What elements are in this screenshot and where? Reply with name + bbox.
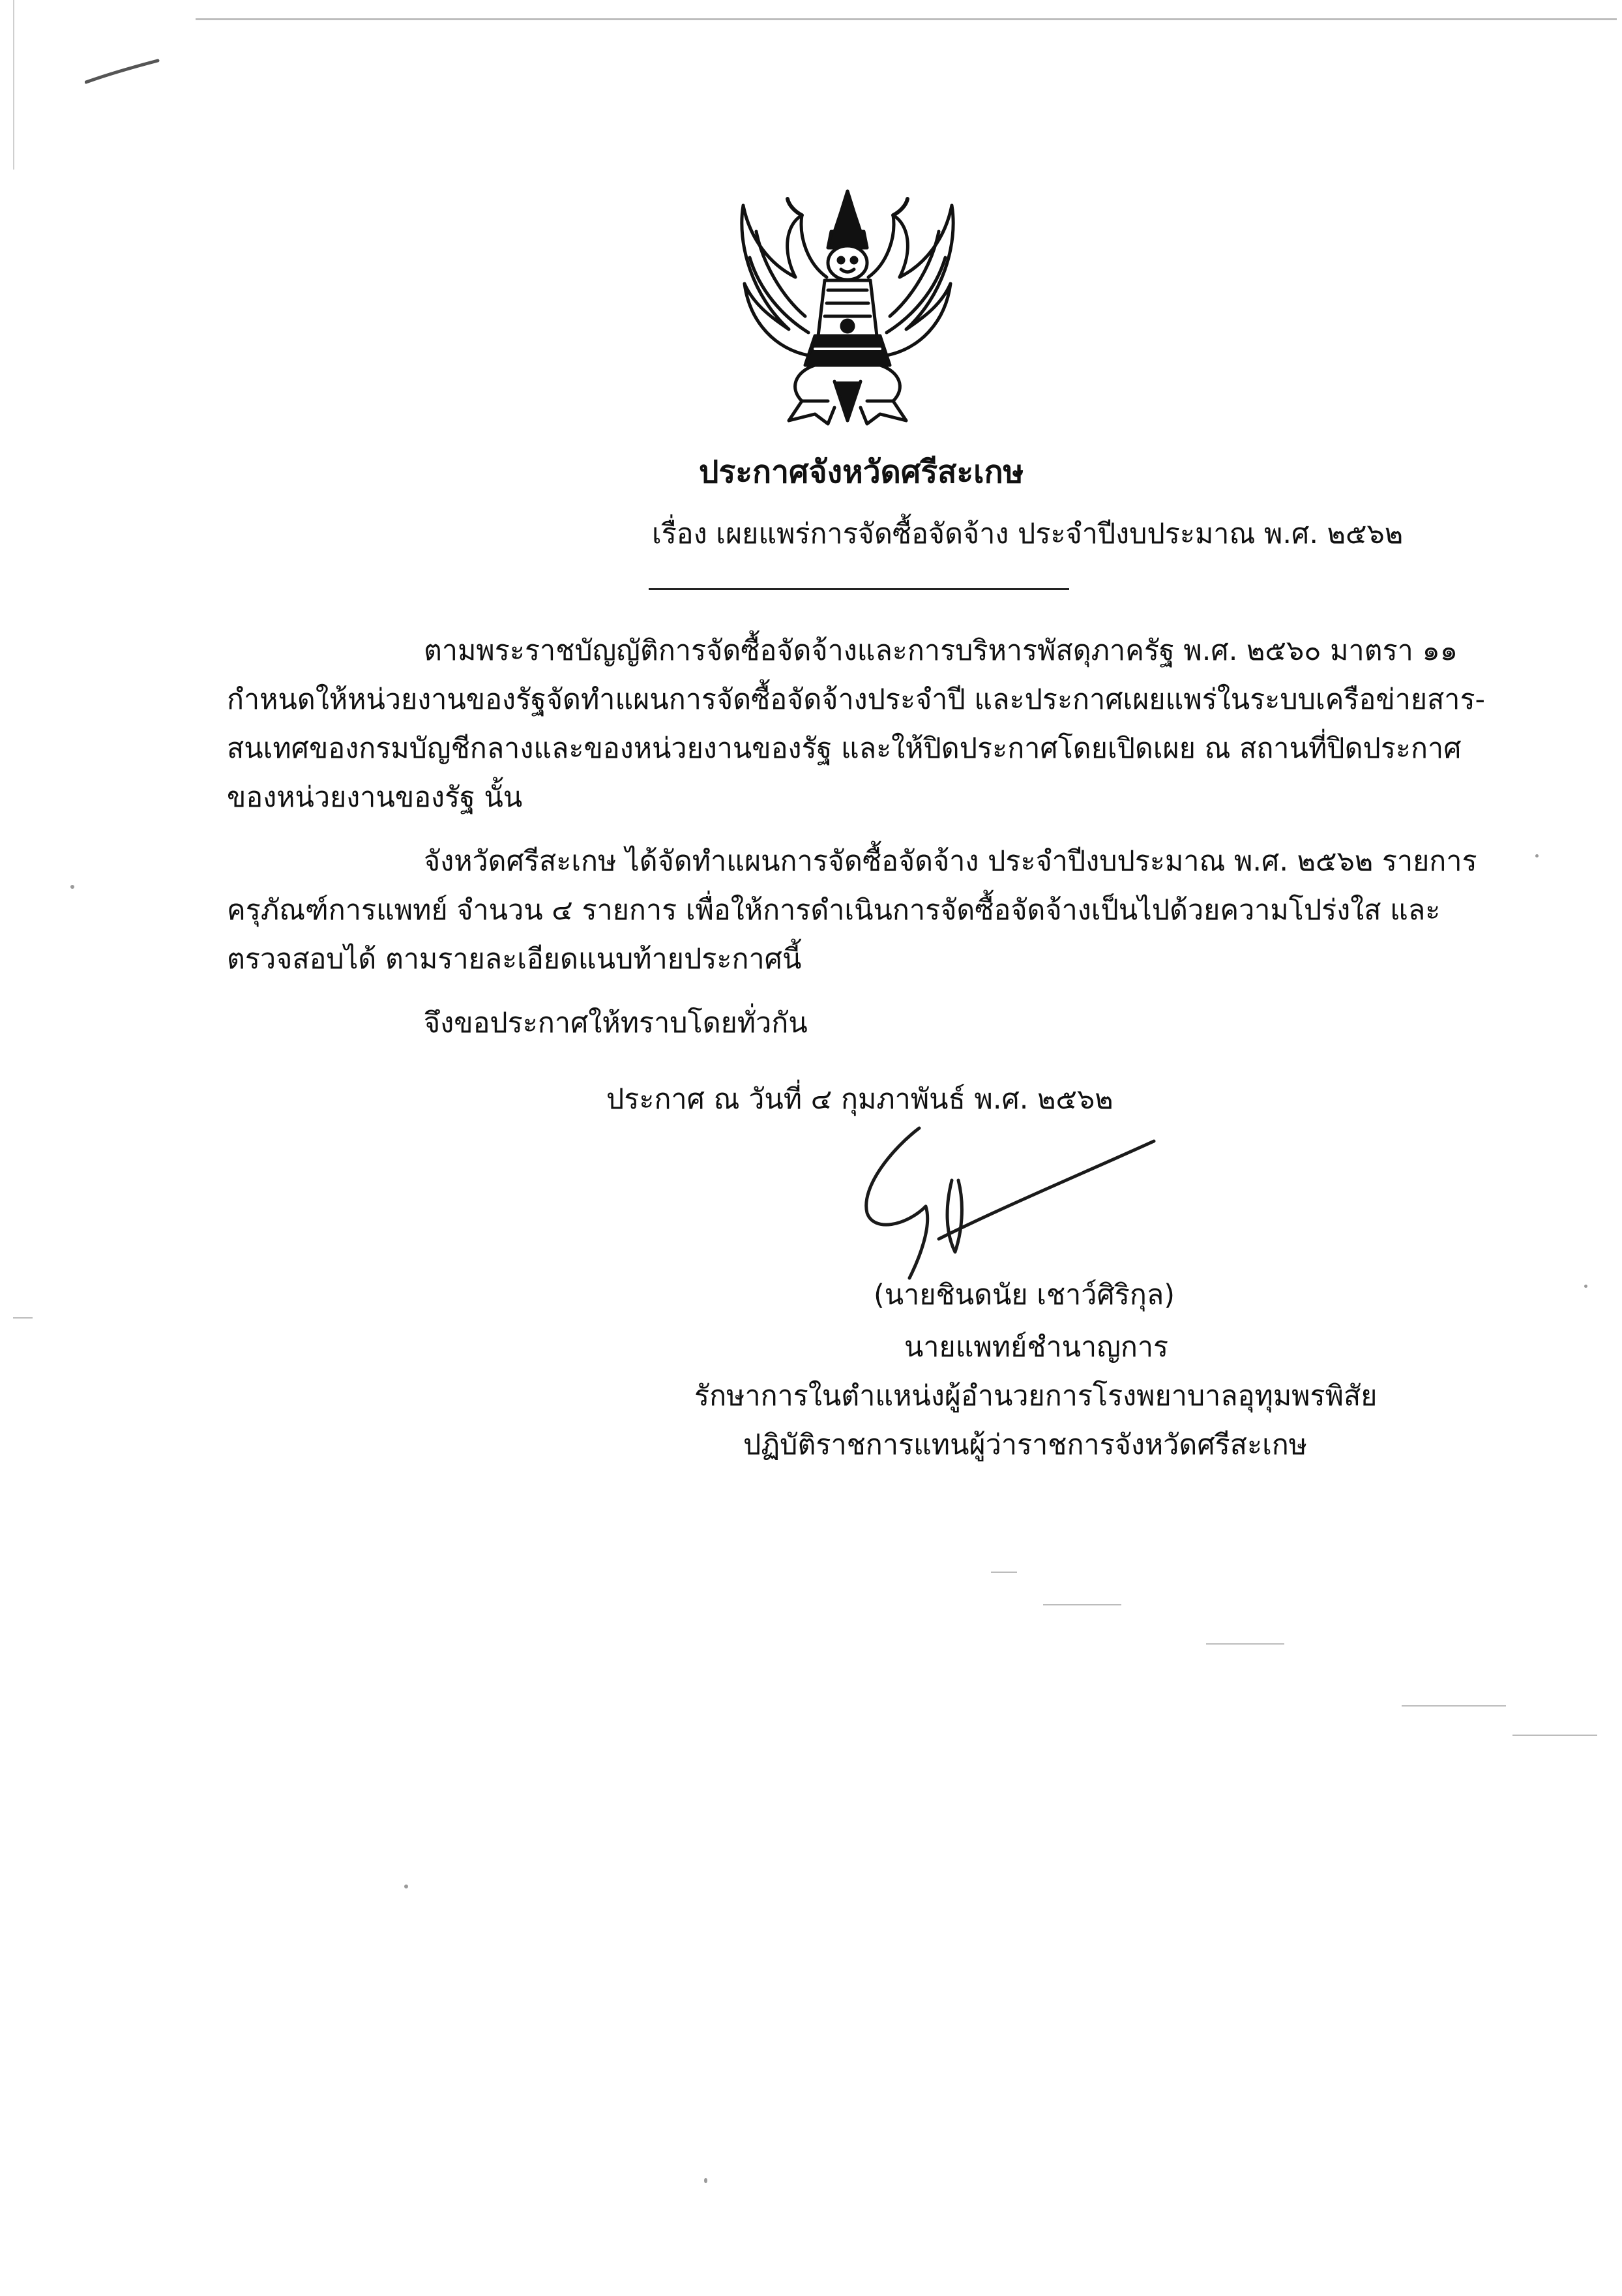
handwritten-signature (848, 1102, 1187, 1291)
paragraph-2-line-2: ครุภัณฑ์การแพทย์ จำนวน ๔ รายการ เพื่อให้การดำเนินการจัดซื้อจัดจ้างเป็นไปด้วยความโปร่งใส และ (227, 894, 1441, 927)
scan-speck (1584, 1285, 1587, 1288)
scan-streak (1512, 1735, 1597, 1736)
scan-streak (13, 1317, 33, 1319)
scan-streak (1206, 1643, 1284, 1645)
paragraph-1-line-4: ของหน่วยงานของรัฐ นั้น (227, 781, 523, 814)
paragraph-2-line-1: จังหวัดศรีสะเกษ ได้จัดทำแผนการจัดซื้อจัดจ้าง ประจำปีงบประมาณ พ.ศ. ๒๕๖๒ รายการ (424, 845, 1477, 878)
scan-speck (1535, 854, 1539, 857)
scan-speck (704, 2178, 707, 2183)
closing-statement: จึงขอประกาศให้ทราบโดยทั่วกัน (424, 1007, 808, 1039)
paragraph-1-line-1: ตามพระราชบัญญัติการจัดซื้อจัดจ้างและการบริหารพัสดุภาครัฐ พ.ศ. ๒๕๖๐ มาตรา ๑๑ (424, 634, 1458, 667)
scan-streak (1043, 1604, 1121, 1605)
scan-edge-top (196, 18, 1617, 20)
garuda-emblem-icon (737, 186, 958, 427)
paragraph-1-line-2: กำหนดให้หน่วยงานของรัฐจัดทำแผนการจัดซื้อจัดจ้างประจำปี และประกาศเผยแพร่ในระบบเครือข่ายสาร- (227, 683, 1486, 716)
announcement-subject: เรื่อง เผยแพร่การจัดซื้อจัดจ้าง ประจำปีงบประมาณ พ.ศ. ๒๕๖๒ (652, 518, 1404, 550)
signatory-name: (นายชินดนัย เชาว์ศิริกุล) (874, 1279, 1175, 1311)
pen-mark-icon (85, 59, 160, 85)
title-divider (649, 588, 1069, 590)
signatory-on-behalf: ปฏิบัติราชการแทนผู้ว่าราชการจังหวัดศรีสะเกษ (743, 1429, 1308, 1461)
paragraph-2-line-3: ตรวจสอบได้ ตามรายละเอียดแนบท้ายประกาศนี้ (227, 943, 802, 976)
scan-speck (70, 885, 74, 889)
scan-streak (991, 1572, 1017, 1573)
scan-edge-left (13, 0, 14, 170)
scan-streak (1402, 1705, 1506, 1707)
announcement-date: ประกาศ ณ วันที่ ๔ กุมภาพันธ์ พ.ศ. ๒๕๖๒ (606, 1083, 1113, 1116)
signatory-position: นายแพทย์ชำนาญการ (904, 1331, 1169, 1364)
paragraph-1-line-3: สนเทศของกรมบัญชีกลางและของหน่วยงานของรัฐ และให้ปิดประกาศโดยเปิดเผย ณ สถานที่ปิดประกาศ (227, 732, 1462, 765)
signatory-acting-role: รักษาการในตำแหน่งผู้อำนวยการโรงพยาบาลอุทุมพรพิสัย (694, 1380, 1378, 1412)
scan-speck (404, 1885, 408, 1888)
announcement-title: ประกาศจังหวัดศรีสะเกษ (699, 454, 1024, 490)
